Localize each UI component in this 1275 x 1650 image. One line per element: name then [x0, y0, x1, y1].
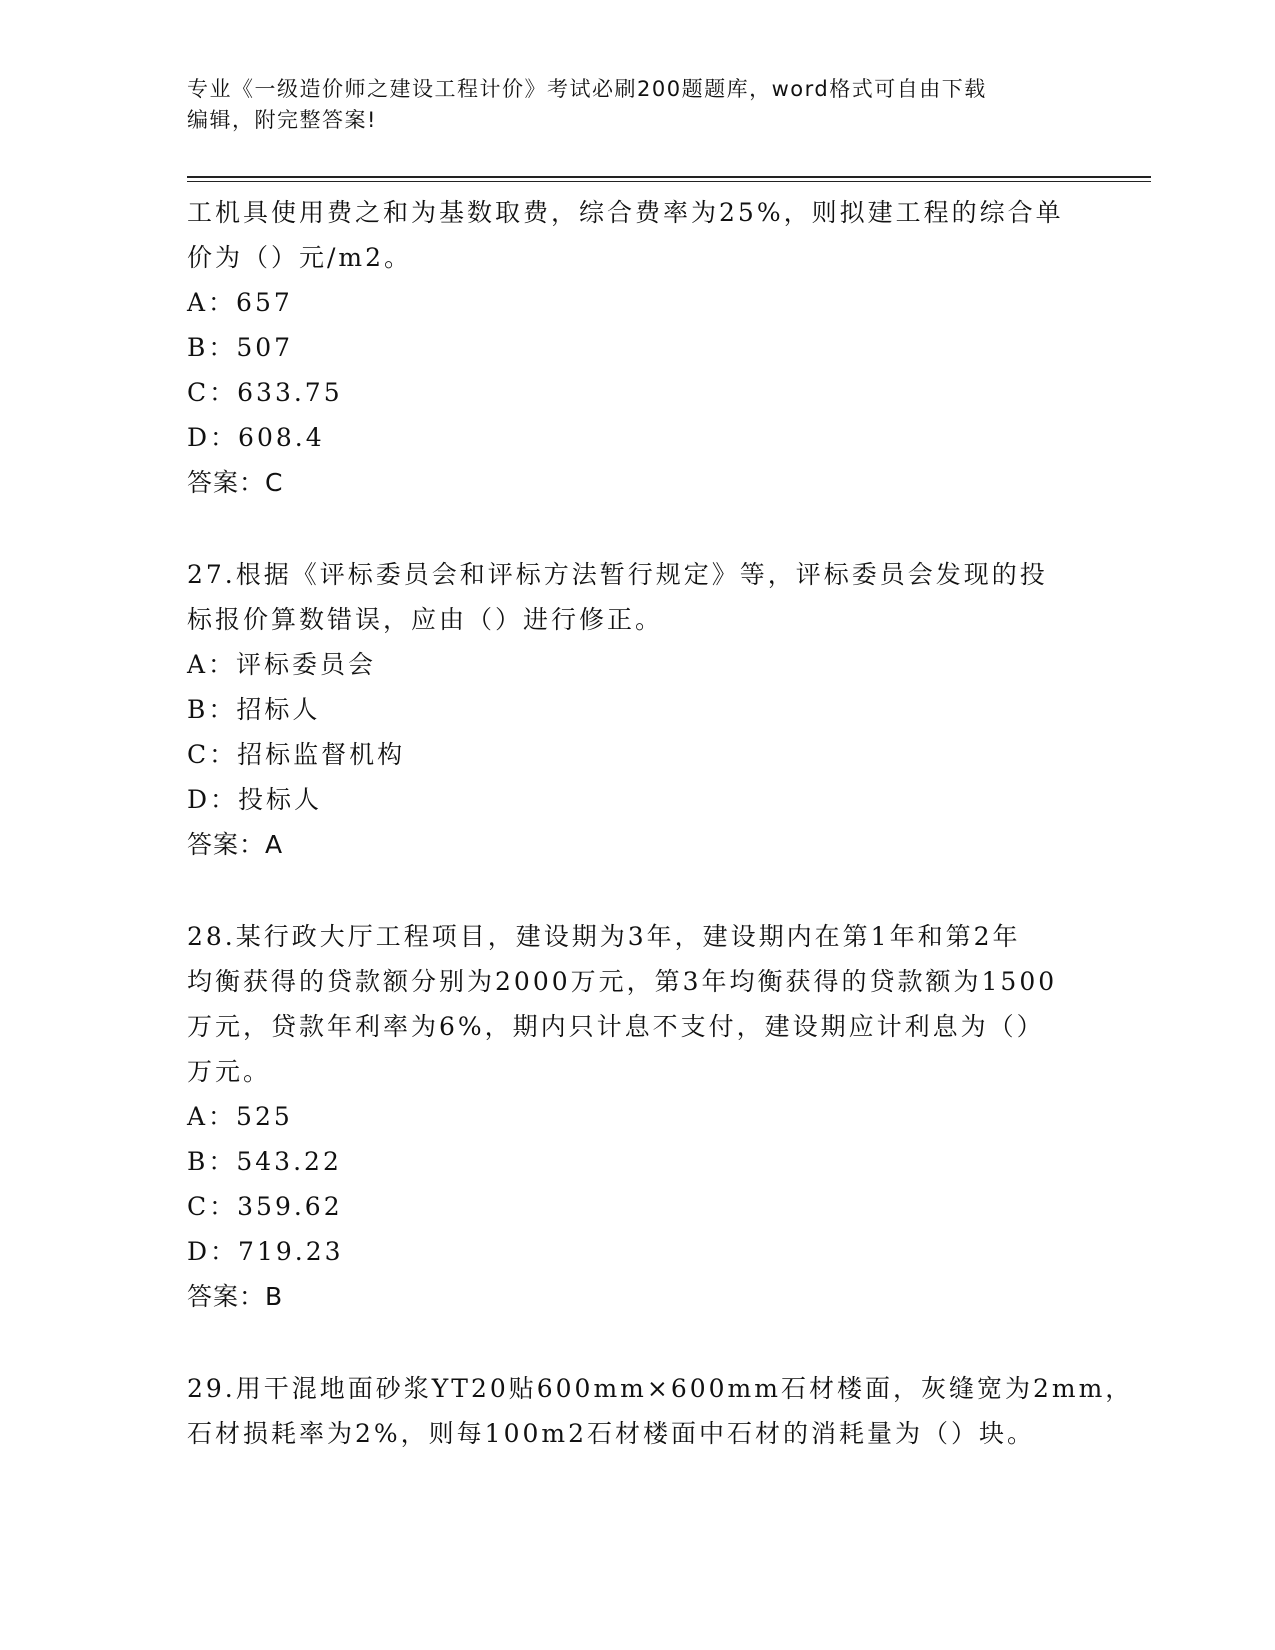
answer-line: 答案：C — [187, 468, 284, 497]
option-c: C：359.62 — [187, 1192, 343, 1221]
spacer — [187, 867, 1087, 914]
question-stem-line: 标报价算数错误，应由（）进行修正。 — [187, 605, 664, 634]
header-rule-thin — [187, 181, 1151, 182]
question-stem-line: 石材损耗率为2%，则每100m2石材楼面中石材的消耗量为（）块。 — [187, 1419, 1035, 1448]
question-stem-line: 29.用干混地面砂浆YT20贴600mm×600mm石材楼面，灰缝宽为2mm， — [187, 1374, 1134, 1403]
question-stem-line: 28.某行政大厅工程项目，建设期为3年，建设期内在第1年和第2年 — [187, 922, 1021, 951]
answer-line: 答案：B — [187, 1282, 284, 1311]
spacer — [187, 505, 1087, 552]
option-c: C：633.75 — [187, 378, 343, 407]
header-rule-thick — [187, 176, 1151, 178]
question-27 — [187, 552, 1087, 867]
option-d: D：投标人 — [187, 785, 323, 814]
option-b: B：543.22 — [187, 1147, 342, 1176]
option-d: D：608.4 — [187, 423, 325, 452]
question-29 — [187, 1366, 1134, 1456]
question-26 — [187, 190, 1087, 505]
answer-line: 答案：A — [187, 830, 284, 859]
question-stem-line: 万元。 — [187, 1057, 272, 1086]
question-stem-line: 工机具使用费之和为基数取费，综合费率为25%，则拟建工程的综合单 — [187, 198, 1064, 227]
option-a: A：657 — [187, 288, 293, 317]
question-stem-line: 均衡获得的贷款额分别为2000万元，第3年均衡获得的贷款额为1500 — [187, 967, 1058, 996]
document-header — [187, 74, 1067, 136]
option-d: D：719.23 — [187, 1237, 344, 1266]
question-content — [187, 190, 1134, 1456]
header-line-1: 专业《一级造价师之建设工程计价》考试必刷200题题库，word格式可自由下载 — [187, 77, 987, 101]
question-28 — [187, 914, 1087, 1319]
question-stem-line: 价为（）元/m2。 — [187, 243, 413, 272]
option-c: C：招标监督机构 — [187, 740, 406, 769]
header-line-2: 编辑，附完整答案! — [187, 108, 377, 132]
question-stem-line: 万元，贷款年利率为6%，期内只计息不支付，建设期应计利息为（） — [187, 1012, 1045, 1041]
option-b: B：招标人 — [187, 695, 321, 724]
option-a: A：525 — [187, 1102, 293, 1131]
option-b: B：507 — [187, 333, 294, 362]
spacer — [187, 1319, 1087, 1366]
option-a: A：评标委员会 — [187, 650, 377, 679]
question-stem-line: 27.根据《评标委员会和评标方法暂行规定》等，评标委员会发现的投 — [187, 560, 1048, 589]
